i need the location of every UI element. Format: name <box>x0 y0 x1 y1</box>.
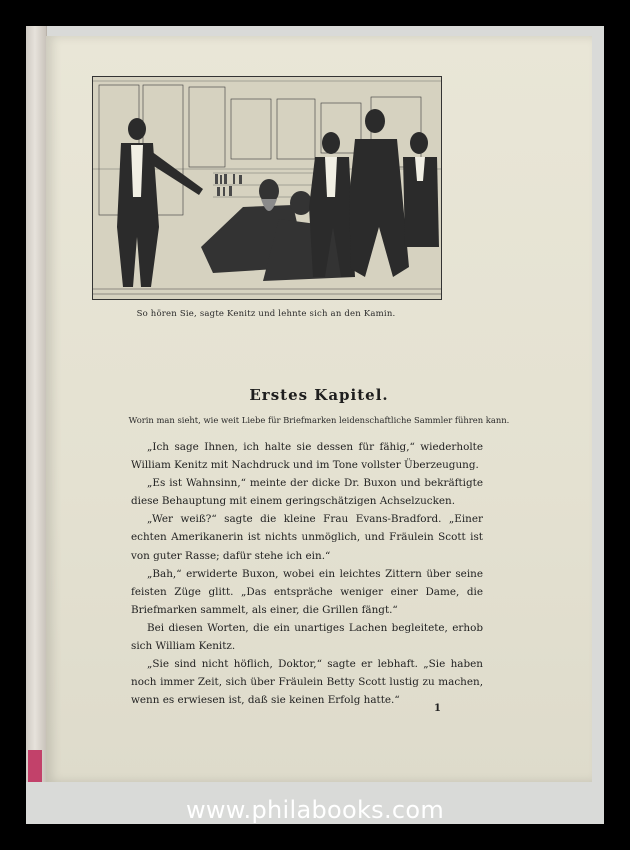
book-spine-red <box>28 750 42 782</box>
illustration-caption: So hören Sie, sagte Kenitz und lehnte sich an den Kamin. <box>136 309 396 319</box>
chapter-subtitle: Worin man sieht, wie weit Liebe für Briefmarken leidenschaftliche Sammler führen kann. <box>128 415 510 425</box>
paragraph: „Wer weiß?“ sagte die kleine Frau Evans-Bradford. „Einer echten Amerikanerin ist nichts unmöglich, und Fräulein Scott ist von guter Rasse; dafür stehe ich ein.“ <box>131 513 483 562</box>
chapter-text <box>131 438 483 709</box>
paragraph: „Ich sage Ihnen, ich halte sie dessen für fähig,“ wiederholte William Kenitz mit Nachdruck und im Tone vollster Überzeugung. <box>131 441 483 472</box>
paragraph: Bei diesen Worten, die ein unartiges Lachen begleitete, erhob sich William Kenitz. <box>131 621 483 653</box>
engraving-illustration <box>92 76 442 300</box>
paragraph: „Bah,“ erwiderte Buxon, wobei ein leichtes Zittern über seine feisten Züge glitt. „Das entspräche weniger einer Dame, die Briefmarken sammelt, als einer, die Grillen fängt.“ <box>131 567 483 616</box>
page-number: 1 <box>434 703 441 714</box>
watermark-url: www.philabooks.com <box>185 796 445 824</box>
illustration-drawing <box>93 77 441 299</box>
paragraph: „Sie sind nicht höflich, Doktor,“ sagte er lebhaft. „Sie haben noch immer Zeit, sich über Fräulein Betty Scott lustig zu machen, wenn es erwiesen ist, daß sie keinen Erfolg hatte.“ <box>131 658 483 707</box>
book-cover-edge <box>26 26 47 782</box>
paragraph: „Es ist Wahnsinn,“ meinte der dicke Dr. Buxon und bekräftigte diese Behauptung mit einem geringschätzigen Achselzucken. <box>131 477 483 508</box>
chapter-title: Erstes Kapitel. <box>249 386 389 404</box>
